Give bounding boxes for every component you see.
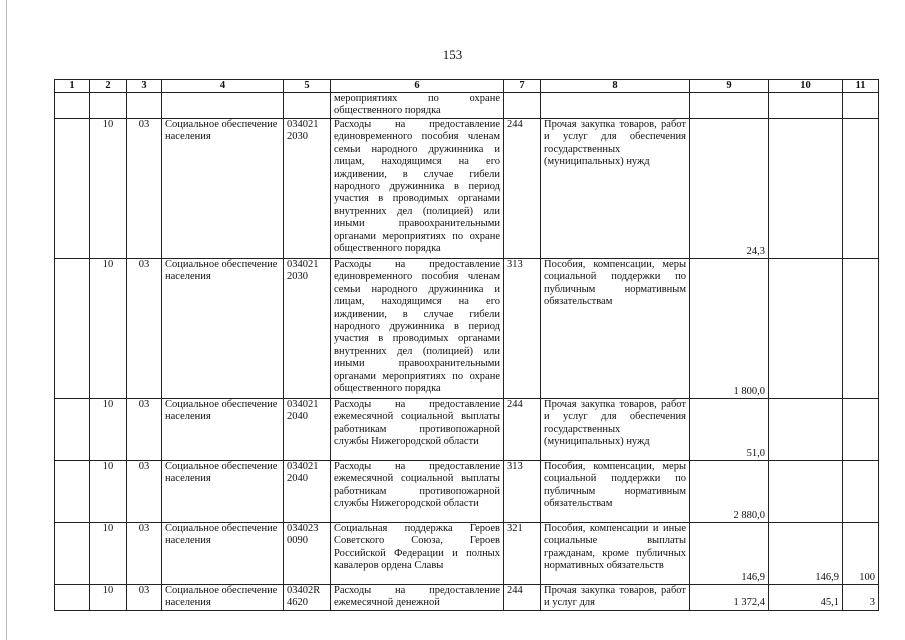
cell-amount-plan: 146,9 xyxy=(690,523,769,585)
col-header-8: 8 xyxy=(541,80,690,93)
cell-subsection: 03 xyxy=(127,461,162,523)
cell-amount-actual xyxy=(769,399,843,461)
cell-expense-type: 244 xyxy=(504,399,541,461)
cell-amount-actual: 146,9 xyxy=(769,523,843,585)
cell-section-name: Социальное обеспечение населения xyxy=(162,523,284,585)
cell-section: 10 xyxy=(90,259,127,399)
cell-expense-name: Прочая закупка товаров, работ и услуг для обеспечения государственных (муниципальных) нужд xyxy=(541,399,690,461)
cell-section: 10 xyxy=(90,119,127,259)
cell-expense-name: Пособия, компенсации и иные социальные выплаты гражданам, кроме публичных нормативных обязательств xyxy=(541,523,690,585)
table-row xyxy=(55,259,879,399)
cell-section-name xyxy=(162,93,284,119)
cell-col1 xyxy=(55,461,90,523)
cell-expense-type: 244 xyxy=(504,585,541,611)
cell-amount-plan: 24,3 xyxy=(690,119,769,259)
table-row xyxy=(55,93,879,119)
page-left-rule xyxy=(6,0,7,640)
cell-expense-name: Прочая закупка товаров, работ и услуг для обеспечения государственных (муниципальных) нужд xyxy=(541,119,690,259)
table-row xyxy=(55,399,879,461)
cell-section: 10 xyxy=(90,585,127,611)
cell-percent xyxy=(843,461,879,523)
budget-table xyxy=(54,79,879,611)
cell-target-name: Расходы на предоставление единовременного пособия членам семьи народного дружинника и лицам, находящимся на его иждивении, в случае гибели народного дружинника в период участия в проводимых органами внутренних дел (полицией) или иными правоохранительными органами мероприятиях по охране общественного порядка xyxy=(331,119,504,259)
cell-amount-actual xyxy=(769,259,843,399)
cell-target-code xyxy=(284,93,331,119)
cell-expense-name xyxy=(541,93,690,119)
cell-subsection: 03 xyxy=(127,399,162,461)
cell-col1 xyxy=(55,119,90,259)
cell-amount-actual xyxy=(769,119,843,259)
cell-section: 10 xyxy=(90,461,127,523)
cell-expense-type xyxy=(504,93,541,119)
col-header-2: 2 xyxy=(90,80,127,93)
cell-subsection: 03 xyxy=(127,523,162,585)
col-header-4: 4 xyxy=(162,80,284,93)
table-row xyxy=(55,585,879,611)
cell-expense-name: Пособия, компенсации, меры социальной поддержки по публичным нормативным обязательствам xyxy=(541,259,690,399)
cell-target-code: 034021 2030 xyxy=(284,259,331,399)
cell-subsection xyxy=(127,93,162,119)
cell-expense-type: 321 xyxy=(504,523,541,585)
cell-percent xyxy=(843,119,879,259)
cell-amount-plan: 51,0 xyxy=(690,399,769,461)
cell-amount-plan xyxy=(690,93,769,119)
col-header-10: 10 xyxy=(769,80,843,93)
cell-col1 xyxy=(55,399,90,461)
page-number: 153 xyxy=(442,47,463,62)
cell-subsection: 03 xyxy=(127,259,162,399)
cell-section-name: Социальное обеспечение населения xyxy=(162,259,284,399)
cell-amount-plan: 2 880,0 xyxy=(690,461,769,523)
cell-target-name: Социальная поддержка Героев Советского Союза, Героев Российской Федерации и полных кавалеров ордена Славы xyxy=(331,523,504,585)
cell-subsection: 03 xyxy=(127,585,162,611)
col-header-6: 6 xyxy=(331,80,504,93)
cell-expense-name: Прочая закупка товаров, работ и услуг для xyxy=(541,585,690,611)
cell-section-name: Социальное обеспечение населения xyxy=(162,399,284,461)
col-header-5: 5 xyxy=(284,80,331,93)
cell-percent xyxy=(843,259,879,399)
cell-section-name: Социальное обеспечение населения xyxy=(162,585,284,611)
cell-expense-type: 313 xyxy=(504,461,541,523)
cell-target-name: Расходы на предоставление ежемесячной социальной выплаты работникам противопожарной службы Нижегородской области xyxy=(331,399,504,461)
col-header-9: 9 xyxy=(690,80,769,93)
col-header-1: 1 xyxy=(55,80,90,93)
cell-amount-plan: 1 372,4 xyxy=(690,585,769,611)
cell-target-name: мероприятиях по охране общественного порядка xyxy=(331,93,504,119)
cell-target-name: Расходы на предоставление ежемесячной денежной xyxy=(331,585,504,611)
cell-section-name: Социальное обеспечение населения xyxy=(162,119,284,259)
cell-expense-type: 313 xyxy=(504,259,541,399)
cell-expense-type: 244 xyxy=(504,119,541,259)
cell-target-code: 034021 2040 xyxy=(284,399,331,461)
cell-section xyxy=(90,93,127,119)
cell-target-code: 034021 2030 xyxy=(284,119,331,259)
cell-subsection: 03 xyxy=(127,119,162,259)
cell-col1 xyxy=(55,585,90,611)
cell-percent xyxy=(843,93,879,119)
cell-amount-actual xyxy=(769,461,843,523)
cell-amount-plan: 1 800,0 xyxy=(690,259,769,399)
cell-amount-actual: 45,1 xyxy=(769,585,843,611)
cell-target-code: 03402R 4620 xyxy=(284,585,331,611)
col-header-7: 7 xyxy=(504,80,541,93)
cell-section: 10 xyxy=(90,399,127,461)
cell-section-name: Социальное обеспечение населения xyxy=(162,461,284,523)
table-row xyxy=(55,523,879,585)
table-row xyxy=(55,461,879,523)
header-row xyxy=(55,80,879,93)
cell-expense-name: Пособия, компенсации, меры социальной поддержки по публичным нормативным обязательствам xyxy=(541,461,690,523)
cell-col1 xyxy=(55,523,90,585)
cell-target-code: 034021 2040 xyxy=(284,461,331,523)
cell-percent: 3 xyxy=(843,585,879,611)
cell-col1 xyxy=(55,259,90,399)
cell-amount-actual xyxy=(769,93,843,119)
col-header-3: 3 xyxy=(127,80,162,93)
cell-col1 xyxy=(55,93,90,119)
cell-percent: 100 xyxy=(843,523,879,585)
cell-target-name: Расходы на предоставление единовременного пособия членам семьи народного дружинника и лицам, находящимся на его иждивении, в случае гибели народного дружинника в период участия в проводимых органами внутренних дел (полицией) или иными правоохранительными органами мероприятиях по охране общественного порядка xyxy=(331,259,504,399)
col-header-11: 11 xyxy=(843,80,879,93)
cell-target-code: 034023 0090 xyxy=(284,523,331,585)
cell-section: 10 xyxy=(90,523,127,585)
table-row xyxy=(55,119,879,259)
cell-target-name: Расходы на предоставление ежемесячной социальной выплаты работникам противопожарной службы Нижегородской области xyxy=(331,461,504,523)
cell-percent xyxy=(843,399,879,461)
